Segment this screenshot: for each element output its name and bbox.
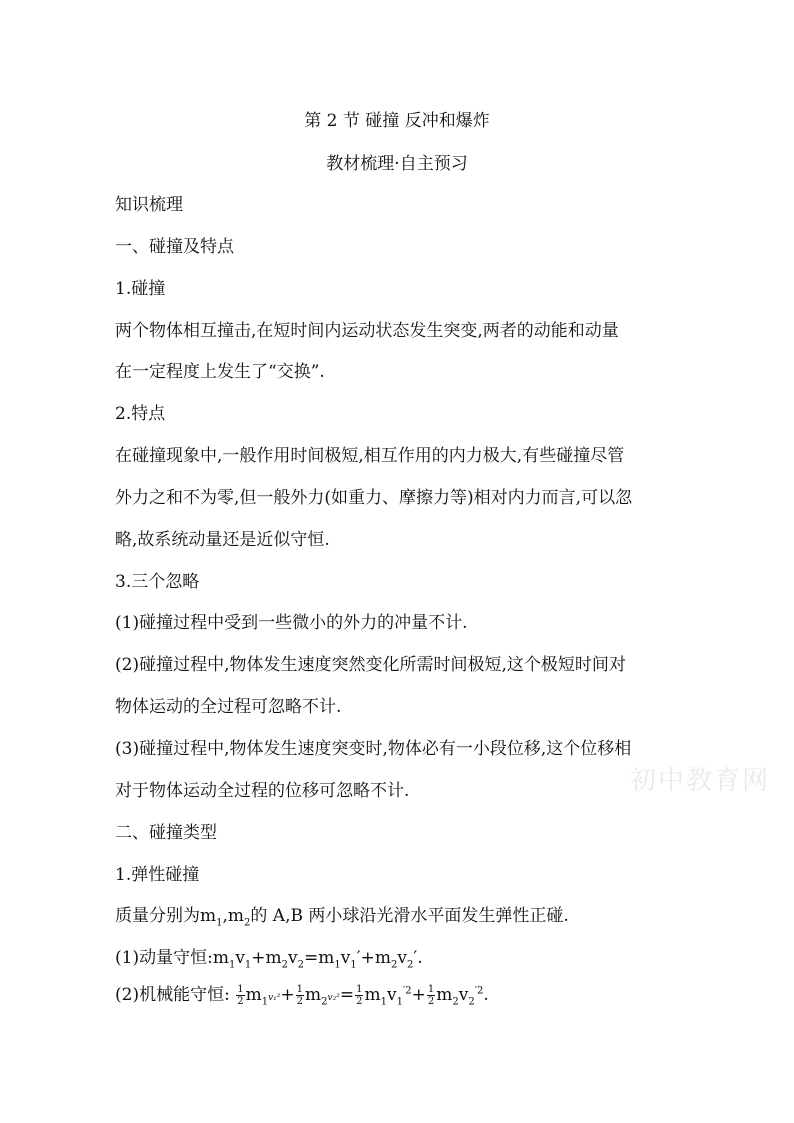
fraction-half: $\frac{1}{2}$: [356, 984, 363, 1007]
heading-features: 2.特点: [115, 404, 166, 424]
fraction-half: $\frac{1}{2}$: [427, 984, 435, 1007]
mass-statement: 质量分别为$m_1,m_2$的 A,B 两小球沿光滑水平面发生弹性正碰.: [115, 906, 569, 929]
paragraph-line: 外力之和不为零,但一般外力(如重力、摩擦力等)相对内力而言,可以忽: [115, 488, 633, 508]
paragraph-line: 两个物体相互撞击,在短时间内运动状态发生突变,两者的动能和动量: [115, 321, 619, 341]
heading-elastic-collision: 1.弹性碰撞: [115, 865, 200, 885]
list-item-continued: 对于物体运动全过程的位移可忽略不计.: [115, 781, 410, 801]
momentum-equation: (1)动量守恒$:m_1v_1+m_2v_2=m_1v_1'+m_2v_2'$.: [115, 948, 423, 971]
energy-equation: (2)机械能守恒: $\frac{1}{2}$ $m_1v_1^2+$ $\frac{1}{2}$ $m_2v_2^2=$ $\frac{1}{2}$ $m_1v_1^{'2}+$ $\frac{1}{2}$ $m_2v_2^{'2}$.: [115, 984, 489, 1008]
list-item: (2)碰撞过程中,物体发生速度突然变化所需时间极短,这个极短时间对: [115, 655, 626, 675]
section-title: 第 2 节 碰撞 反冲和爆炸: [304, 111, 490, 131]
heading-three-neglects: 3.三个忽略: [115, 572, 200, 592]
fraction-half: $\frac{1}{2}$: [296, 984, 304, 1007]
watermark: 初中教育网: [630, 766, 771, 796]
list-item: (3)碰撞过程中,物体发生速度突变时,物体必有一小段位移,这个位移相: [115, 739, 632, 759]
paragraph-line: 在碰撞现象中,一般作用时间极短,相互作用的内力极大,有些碰撞尽管: [115, 446, 625, 466]
heading-knowledge: 知识梳理: [115, 195, 183, 215]
fraction-half: $\frac{1}{2}$: [237, 984, 244, 1007]
paragraph-line: 略,故系统动量还是近似守恒.: [115, 530, 330, 550]
heading-collision-features: 一、碰撞及特点: [115, 237, 234, 257]
heading-collision: 1.碰撞: [115, 279, 166, 299]
list-item-continued: 物体运动的全过程可忽略不计.: [115, 697, 342, 717]
heading-collision-types: 二、碰撞类型: [115, 823, 217, 843]
list-item: (1)碰撞过程中受到一些微小的外力的冲量不计.: [115, 613, 468, 633]
section-subtitle: 教材梳理·自主预习: [326, 154, 468, 174]
paragraph-line: 在一定程度上发生了“交换”.: [115, 362, 325, 382]
